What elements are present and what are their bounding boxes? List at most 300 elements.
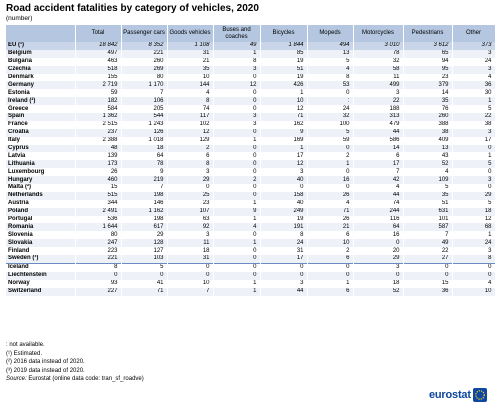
country-name: EU (¹) — [6, 42, 75, 50]
table-cell: 7 — [121, 184, 167, 192]
table-cell: 0 — [167, 272, 213, 280]
country-name: Greece — [6, 105, 75, 113]
table-row — [6, 74, 495, 82]
table-cell: 10 — [452, 288, 495, 296]
table-row — [6, 176, 495, 184]
table-cell: 20 — [353, 247, 403, 255]
table-row — [6, 239, 495, 247]
table-cell: 388 — [403, 121, 452, 129]
table-cell: 8 — [167, 160, 213, 168]
table-cell: 7 — [121, 89, 167, 97]
table-cell: 1 844 — [260, 42, 307, 50]
table-cell: 2 719 — [75, 81, 121, 89]
table-cell: 18 — [353, 280, 403, 288]
table-cell: 18 — [452, 208, 495, 216]
table-cell: 0 — [260, 263, 307, 271]
table-cell: 0 — [260, 272, 307, 280]
country-name: Romania — [6, 223, 75, 231]
table-cell: 631 — [403, 208, 452, 216]
table-cell: 198 — [121, 216, 167, 224]
table-row — [6, 58, 495, 66]
country-name: Czechia — [6, 66, 75, 74]
table-cell: 162 — [260, 121, 307, 129]
table-cell: 41 — [121, 280, 167, 288]
table-cell: 409 — [403, 137, 452, 145]
table-cell: 51 — [403, 200, 452, 208]
country-name: Germany — [6, 81, 75, 89]
table-cell: 7 — [167, 288, 213, 296]
table-cell: 3 — [167, 231, 213, 239]
table-cell: 0 — [452, 145, 495, 153]
table-cell: 0 — [307, 168, 353, 176]
table-cell: 0 — [167, 184, 213, 192]
table-cell: 0 — [213, 74, 260, 82]
table-title: Road accident fatalities by category of vehicles, 2020 — [6, 3, 259, 14]
table-cell: 1 170 — [121, 81, 167, 89]
table-cell: 0 — [307, 272, 353, 280]
table-cell: 3 — [452, 50, 495, 58]
table-cell: 59 — [307, 137, 353, 145]
table-cell: 0 — [213, 105, 260, 113]
table-cell: 6 — [307, 288, 353, 296]
table-cell: 103 — [121, 255, 167, 263]
table-row — [6, 137, 495, 145]
table-cell: 1 644 — [75, 223, 121, 231]
table-cell: 249 — [260, 208, 307, 216]
table-cell: 1 — [307, 160, 353, 168]
table-cell: 23 — [403, 74, 452, 82]
country-name: Latvia — [6, 152, 75, 160]
table-cell: 0 — [213, 129, 260, 137]
table-cell: 0 — [213, 231, 260, 239]
footnote: (¹) Estimated. — [6, 350, 43, 357]
table-cell: 26 — [307, 192, 353, 200]
table-cell: 3 — [452, 66, 495, 74]
table-cell: 2 388 — [75, 137, 121, 145]
table-cell: 586 — [353, 137, 403, 145]
table-cell: 158 — [260, 192, 307, 200]
table-cell: 10 — [167, 280, 213, 288]
table-cell: 16 — [307, 176, 353, 184]
table-cell: 1 — [213, 137, 260, 145]
table-cell: 515 — [75, 192, 121, 200]
table-cell: 0 — [403, 263, 452, 271]
table-cell: 247 — [75, 239, 121, 247]
table-cell: 139 — [75, 152, 121, 160]
table-row — [6, 231, 495, 239]
table-cell: 0 — [307, 184, 353, 192]
table-cell: 219 — [121, 176, 167, 184]
table-cell: 32 — [353, 58, 403, 66]
table-cell: 93 — [75, 280, 121, 288]
table-cell: 0 — [213, 160, 260, 168]
table-cell: 52 — [353, 288, 403, 296]
table-cell: 0 — [213, 145, 260, 153]
table-cell: 3 — [452, 247, 495, 255]
table-cell: 1 162 — [121, 208, 167, 216]
table-cell: 18 — [167, 247, 213, 255]
table-cell: 25 — [167, 192, 213, 200]
table-cell: 116 — [353, 216, 403, 224]
country-name: France — [6, 121, 75, 129]
table-cell: 0 — [213, 272, 260, 280]
table-cell: : — [307, 97, 353, 105]
table-cell: 1 018 — [121, 137, 167, 145]
country-name: Finland — [6, 247, 75, 255]
table-cell: 6 — [353, 152, 403, 160]
table-cell: 3 — [213, 113, 260, 121]
table-cell: 544 — [121, 113, 167, 121]
table-cell: 8 — [167, 97, 213, 105]
table-cell: 14 — [353, 145, 403, 153]
table-row — [6, 288, 495, 296]
table-cell: 1 — [452, 152, 495, 160]
table-cell: 0 — [121, 272, 167, 280]
header-country — [6, 25, 75, 42]
table-cell: 2 — [307, 247, 353, 255]
table-cell: 0 — [213, 97, 260, 105]
table-cell: 13 — [307, 50, 353, 58]
country-name: Norway — [6, 280, 75, 288]
table-cell: 68 — [452, 223, 495, 231]
table-cell: 7 — [353, 168, 403, 176]
table-cell: 12 — [260, 105, 307, 113]
table-cell: 74 — [353, 200, 403, 208]
table-cell: 379 — [403, 81, 452, 89]
table-cell: 71 — [260, 113, 307, 121]
table-cell: 7 — [403, 231, 452, 239]
table-cell: 3 — [353, 263, 403, 271]
country-name: Ireland (²) — [6, 97, 75, 105]
table-cell: 494 — [307, 42, 353, 50]
table-cell: 0 — [213, 168, 260, 176]
table-cell: 80 — [75, 231, 121, 239]
country-name: Netherlands — [6, 192, 75, 200]
table-cell: 8 — [260, 231, 307, 239]
table-cell: 0 — [75, 272, 121, 280]
table-cell: 1 362 — [75, 113, 121, 121]
table-cell: 64 — [121, 152, 167, 160]
table-row — [6, 208, 495, 216]
table-cell: 3 612 — [403, 42, 452, 50]
table-cell: 479 — [353, 121, 403, 129]
table-row — [6, 223, 495, 231]
table-cell: 29 — [121, 231, 167, 239]
table-cell: 5 — [403, 184, 452, 192]
table-cell: 11 — [353, 74, 403, 82]
table-cell: 0 — [353, 239, 403, 247]
table-cell: 1 — [260, 145, 307, 153]
table-cell: 17 — [260, 152, 307, 160]
table-cell: 29 — [452, 192, 495, 200]
table-body — [6, 42, 495, 296]
table-cell: 0 — [307, 89, 353, 97]
table-cell: 17 — [353, 160, 403, 168]
table-cell: 63 — [167, 216, 213, 224]
table-cell: 1 108 — [167, 42, 213, 50]
country-name: Liechtenstein — [6, 272, 75, 280]
table-cell: 1 — [213, 239, 260, 247]
table-row — [6, 184, 495, 192]
table-cell: 146 — [121, 200, 167, 208]
table-cell: 1 — [213, 280, 260, 288]
table-cell: 3 — [213, 121, 260, 129]
table-cell: 223 — [75, 247, 121, 255]
table-cell: 344 — [75, 200, 121, 208]
table-cell: 78 — [121, 160, 167, 168]
table-cell: 8 — [213, 58, 260, 66]
country-name: Bulgaria — [6, 58, 75, 66]
table-cell: 109 — [403, 176, 452, 184]
table-cell: 5 — [121, 263, 167, 271]
column-header: Pedestrians — [403, 25, 452, 42]
table-cell: 74 — [167, 105, 213, 113]
table-cell: 107 — [167, 208, 213, 216]
column-header: Total — [75, 25, 121, 42]
table-row — [6, 216, 495, 224]
table-cell: 127 — [121, 247, 167, 255]
table-cell: 22 — [452, 113, 495, 121]
table-cell: 8 — [307, 74, 353, 82]
table-cell: 15 — [403, 280, 452, 288]
table-row — [6, 105, 495, 113]
table-cell: 1 — [213, 50, 260, 58]
table-cell: 4 — [452, 74, 495, 82]
country-name: Croatia — [6, 129, 75, 137]
table-cell: 5 — [452, 200, 495, 208]
source-note: Source: Eurostat (online data code: tran_sf_roadve) — [6, 376, 144, 382]
table-cell: 26 — [75, 168, 121, 176]
table-cell: 4 — [403, 168, 452, 176]
fatalities-table — [6, 25, 496, 296]
table-cell: 4 — [167, 89, 213, 97]
eu-aggregate-row — [6, 42, 495, 50]
table-cell: 9 — [260, 129, 307, 137]
table-cell: 128 — [121, 239, 167, 247]
table-cell: 463 — [75, 58, 121, 66]
country-name: Iceland — [6, 263, 75, 271]
table-row — [6, 263, 495, 271]
table-cell: 29 — [167, 176, 213, 184]
table-cell: 22 — [403, 247, 452, 255]
table-cell: 14 — [403, 89, 452, 97]
table-cell: 205 — [121, 105, 167, 113]
country-name: Hungary — [6, 176, 75, 184]
table-cell: 43 — [403, 152, 452, 160]
table-cell: 36 — [403, 288, 452, 296]
table-cell: 0 — [213, 89, 260, 97]
table-cell: 0 — [307, 145, 353, 153]
table-row — [6, 200, 495, 208]
table-cell: 3 — [452, 129, 495, 137]
table-cell: 3 — [260, 280, 307, 288]
table-row — [6, 97, 495, 105]
table-cell: 31 — [167, 255, 213, 263]
table-cell: 40 — [260, 176, 307, 184]
table-cell: 95 — [403, 66, 452, 74]
table-cell: 0 — [260, 184, 307, 192]
table-cell: 260 — [403, 113, 452, 121]
table-cell: 8 352 — [121, 42, 167, 50]
table-cell: 6 — [307, 255, 353, 263]
table-row — [6, 160, 495, 168]
table-cell: 101 — [403, 216, 452, 224]
table-cell: 40 — [260, 200, 307, 208]
table-cell: 92 — [167, 223, 213, 231]
table-cell: 15 — [75, 184, 121, 192]
table-row — [6, 113, 495, 121]
table-row — [6, 152, 495, 160]
table-cell: 100 — [307, 121, 353, 129]
table-cell: 42 — [353, 176, 403, 184]
table-row — [6, 121, 495, 129]
table-cell: 10 — [260, 97, 307, 105]
table-cell: 23 — [167, 200, 213, 208]
table-cell: 17 — [260, 255, 307, 263]
table-cell: 1 — [213, 200, 260, 208]
table-cell: 0 — [167, 263, 213, 271]
country-name: Italy — [6, 137, 75, 145]
table-cell: 587 — [403, 223, 452, 231]
table-cell: 617 — [121, 223, 167, 231]
table-cell: 5 — [452, 160, 495, 168]
table-cell: 155 — [75, 74, 121, 82]
table-cell: 2 491 — [75, 208, 121, 216]
country-name: Austria — [6, 200, 75, 208]
table-cell: 52 — [403, 160, 452, 168]
footnote: : not available. — [6, 342, 45, 348]
table-cell: 26 — [307, 216, 353, 224]
table-cell: 19 — [260, 58, 307, 66]
table-cell: 13 — [403, 145, 452, 153]
table-row — [6, 145, 495, 153]
table-cell: 126 — [121, 129, 167, 137]
table-cell: 71 — [307, 208, 353, 216]
country-name: Slovakia — [6, 239, 75, 247]
table-cell: 3 010 — [353, 42, 403, 50]
table-cell: 31 — [167, 50, 213, 58]
table-cell: 0 — [213, 152, 260, 160]
table-cell: 44 — [260, 288, 307, 296]
table-cell: 0 — [353, 272, 403, 280]
table-cell: 221 — [75, 255, 121, 263]
eurostat-logo — [429, 388, 487, 402]
table-cell: 1 — [452, 97, 495, 105]
table-cell: 21 — [167, 58, 213, 66]
table-unit: (number) — [6, 15, 33, 22]
table-cell: 78 — [353, 50, 403, 58]
table-cell: 227 — [75, 288, 121, 296]
table-cell: 12 — [213, 81, 260, 89]
country-name: Slovenia — [6, 231, 75, 239]
footnote: (³) 2019 data instead of 2020. — [6, 367, 85, 374]
table-row — [6, 81, 495, 89]
table-cell: 38 — [452, 121, 495, 129]
table-row — [6, 129, 495, 137]
table-cell: 0 — [452, 263, 495, 271]
table-cell: 49 — [403, 239, 452, 247]
table-notes — [6, 341, 144, 384]
table-cell: 169 — [260, 137, 307, 145]
column-header: Passenger cars — [121, 25, 167, 42]
country-name: Switzerland — [6, 288, 75, 296]
table-cell: 102 — [167, 121, 213, 129]
table-cell: 198 — [121, 192, 167, 200]
table-cell: 260 — [121, 58, 167, 66]
table-row — [6, 66, 495, 74]
country-name: Denmark — [6, 74, 75, 82]
country-name: Poland — [6, 208, 75, 216]
country-name: Luxembourg — [6, 168, 75, 176]
column-header: Mopeds — [307, 25, 353, 42]
table-cell: 237 — [75, 129, 121, 137]
country-name: Cyprus — [6, 145, 75, 153]
table-cell: 36 — [452, 81, 495, 89]
table-cell: 24 — [260, 239, 307, 247]
table-cell: 173 — [75, 160, 121, 168]
table-cell: 0 — [213, 192, 260, 200]
eurostat-star-icon — [473, 388, 487, 402]
table-cell: 24 — [307, 105, 353, 113]
table-row — [6, 168, 495, 176]
table-cell: 19 — [260, 216, 307, 224]
table-cell: 0 — [452, 272, 495, 280]
table-cell: 182 — [75, 97, 121, 105]
table-row — [6, 247, 495, 255]
table-cell: 244 — [353, 208, 403, 216]
table-cell: 76 — [403, 105, 452, 113]
table-cell: 6 — [307, 231, 353, 239]
table-cell: 6 — [167, 152, 213, 160]
table-cell: 27 — [403, 255, 452, 263]
table-cell: 10 — [167, 74, 213, 82]
table-cell: 44 — [353, 192, 403, 200]
table-cell: 19 — [260, 74, 307, 82]
table-cell: 3 — [167, 168, 213, 176]
table-cell: 4 — [353, 184, 403, 192]
country-name: Sweden (³) — [6, 255, 75, 263]
table-cell: 3 — [213, 66, 260, 74]
table-cell: 0 — [213, 255, 260, 263]
table-cell: 0 — [213, 263, 260, 271]
table-cell: 8 — [75, 263, 121, 271]
table-cell: 1 — [213, 288, 260, 296]
table-cell: 17 — [452, 137, 495, 145]
table-cell: 0 — [403, 272, 452, 280]
table-cell: 11 — [167, 239, 213, 247]
table-cell: 4 — [307, 200, 353, 208]
footnote: (²) 2016 data instead of 2020. — [6, 359, 85, 365]
table-cell: 48 — [75, 145, 121, 153]
table-cell: 24 — [452, 239, 495, 247]
table-cell: 313 — [353, 113, 403, 121]
table-cell: 65 — [403, 50, 452, 58]
table-cell: 117 — [167, 113, 213, 121]
table-cell: 8 — [452, 255, 495, 263]
table-cell: 12 — [452, 216, 495, 224]
table-cell: 16 — [353, 231, 403, 239]
table-cell: 80 — [121, 74, 167, 82]
country-name: Lithuania — [6, 160, 75, 168]
column-header: Other — [452, 25, 495, 42]
table-cell: 53 — [307, 81, 353, 89]
table-cell: 144 — [167, 81, 213, 89]
logo-text: eurostat — [429, 389, 471, 401]
country-name: Portugal — [6, 216, 75, 224]
table-cell: 31 — [260, 247, 307, 255]
country-name: Spain — [6, 113, 75, 121]
column-header: Bicycles — [260, 25, 307, 42]
